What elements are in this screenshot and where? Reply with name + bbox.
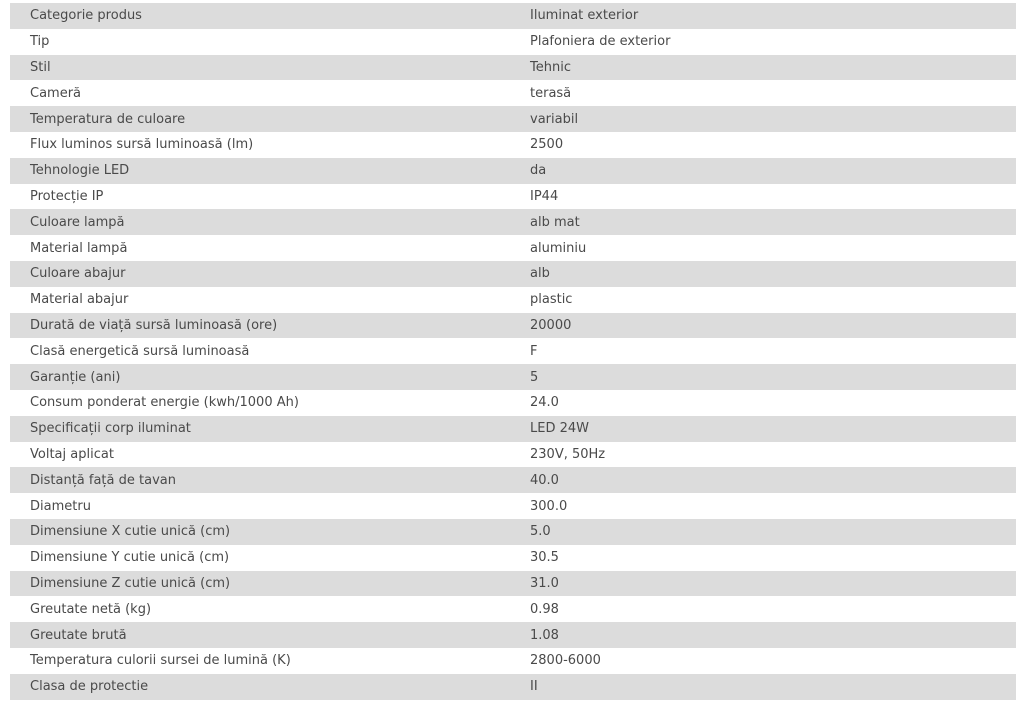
table-row [10, 467, 1016, 493]
spec-value: 5 [508, 364, 1016, 390]
spec-value: alb [508, 261, 1016, 287]
spec-label: Categorie produs [10, 3, 508, 29]
spec-value: 300.0 [508, 493, 1016, 519]
spec-label: Cameră [10, 80, 508, 106]
table-row [10, 132, 1016, 158]
spec-label: Culoare lampă [10, 209, 508, 235]
spec-label: Protecție IP [10, 184, 508, 210]
spec-label: Greutate netă (kg) [10, 596, 508, 622]
table-row [10, 235, 1016, 261]
spec-value: LED 24W [508, 416, 1016, 442]
spec-label: Tip [10, 29, 508, 55]
table-row [10, 442, 1016, 468]
table-row [10, 674, 1016, 700]
spec-label: Garanție (ani) [10, 364, 508, 390]
table-row [10, 261, 1016, 287]
spec-label: Material lampă [10, 235, 508, 261]
spec-value: 30.5 [508, 545, 1016, 571]
spec-value: 2800-6000 [508, 648, 1016, 674]
spec-value: terasă [508, 80, 1016, 106]
table-row [10, 390, 1016, 416]
spec-label: Diametru [10, 493, 508, 519]
spec-label: Stil [10, 55, 508, 81]
table-row [10, 571, 1016, 597]
spec-label: Tehnologie LED [10, 158, 508, 184]
table-row [10, 184, 1016, 210]
spec-label: Clasă energetică sursă luminoasă [10, 338, 508, 364]
table-row [10, 158, 1016, 184]
table-row [10, 209, 1016, 235]
spec-label: Dimensiune X cutie unică (cm) [10, 519, 508, 545]
spec-label: Dimensiune Z cutie unică (cm) [10, 571, 508, 597]
spec-value: F [508, 338, 1016, 364]
spec-label: Voltaj aplicat [10, 442, 508, 468]
table-row [10, 29, 1016, 55]
spec-value: da [508, 158, 1016, 184]
spec-value: 1.08 [508, 622, 1016, 648]
spec-value: 2500 [508, 132, 1016, 158]
spec-value: alb mat [508, 209, 1016, 235]
table-row [10, 622, 1016, 648]
spec-value: 40.0 [508, 467, 1016, 493]
spec-label: Consum ponderat energie (kwh/1000 Ah) [10, 390, 508, 416]
spec-label: Dimensiune Y cutie unică (cm) [10, 545, 508, 571]
spec-value: Tehnic [508, 55, 1016, 81]
specifications-table-body [10, 3, 1016, 700]
table-row [10, 493, 1016, 519]
table-row [10, 106, 1016, 132]
spec-label: Specificații corp iluminat [10, 416, 508, 442]
spec-value: Iluminat exterior [508, 3, 1016, 29]
spec-label: Temperatura culorii sursei de lumină (K) [10, 648, 508, 674]
table-row [10, 3, 1016, 29]
spec-label: Distanță față de tavan [10, 467, 508, 493]
spec-value: variabil [508, 106, 1016, 132]
spec-label: Clasa de protectie [10, 674, 508, 700]
spec-value: 24.0 [508, 390, 1016, 416]
table-row [10, 648, 1016, 674]
table-row [10, 313, 1016, 339]
table-row [10, 596, 1016, 622]
spec-value: IP44 [508, 184, 1016, 210]
table-row [10, 55, 1016, 81]
spec-label: Flux luminos sursă luminoasă (lm) [10, 132, 508, 158]
spec-value: aluminiu [508, 235, 1016, 261]
table-row [10, 80, 1016, 106]
table-row [10, 338, 1016, 364]
spec-value: plastic [508, 287, 1016, 313]
spec-label: Material abajur [10, 287, 508, 313]
spec-value: 31.0 [508, 571, 1016, 597]
spec-label: Durată de viață sursă luminoasă (ore) [10, 313, 508, 339]
spec-label: Temperatura de culoare [10, 106, 508, 132]
spec-value: 0.98 [508, 596, 1016, 622]
table-row [10, 545, 1016, 571]
table-row [10, 364, 1016, 390]
spec-value: II [508, 674, 1016, 700]
product-specifications-table [10, 3, 1016, 700]
table-row [10, 287, 1016, 313]
spec-value: 230V, 50Hz [508, 442, 1016, 468]
spec-value: Plafoniera de exterior [508, 29, 1016, 55]
spec-value: 5.0 [508, 519, 1016, 545]
spec-value: 20000 [508, 313, 1016, 339]
table-row [10, 416, 1016, 442]
spec-label: Culoare abajur [10, 261, 508, 287]
table-row [10, 519, 1016, 545]
spec-label: Greutate brută [10, 622, 508, 648]
